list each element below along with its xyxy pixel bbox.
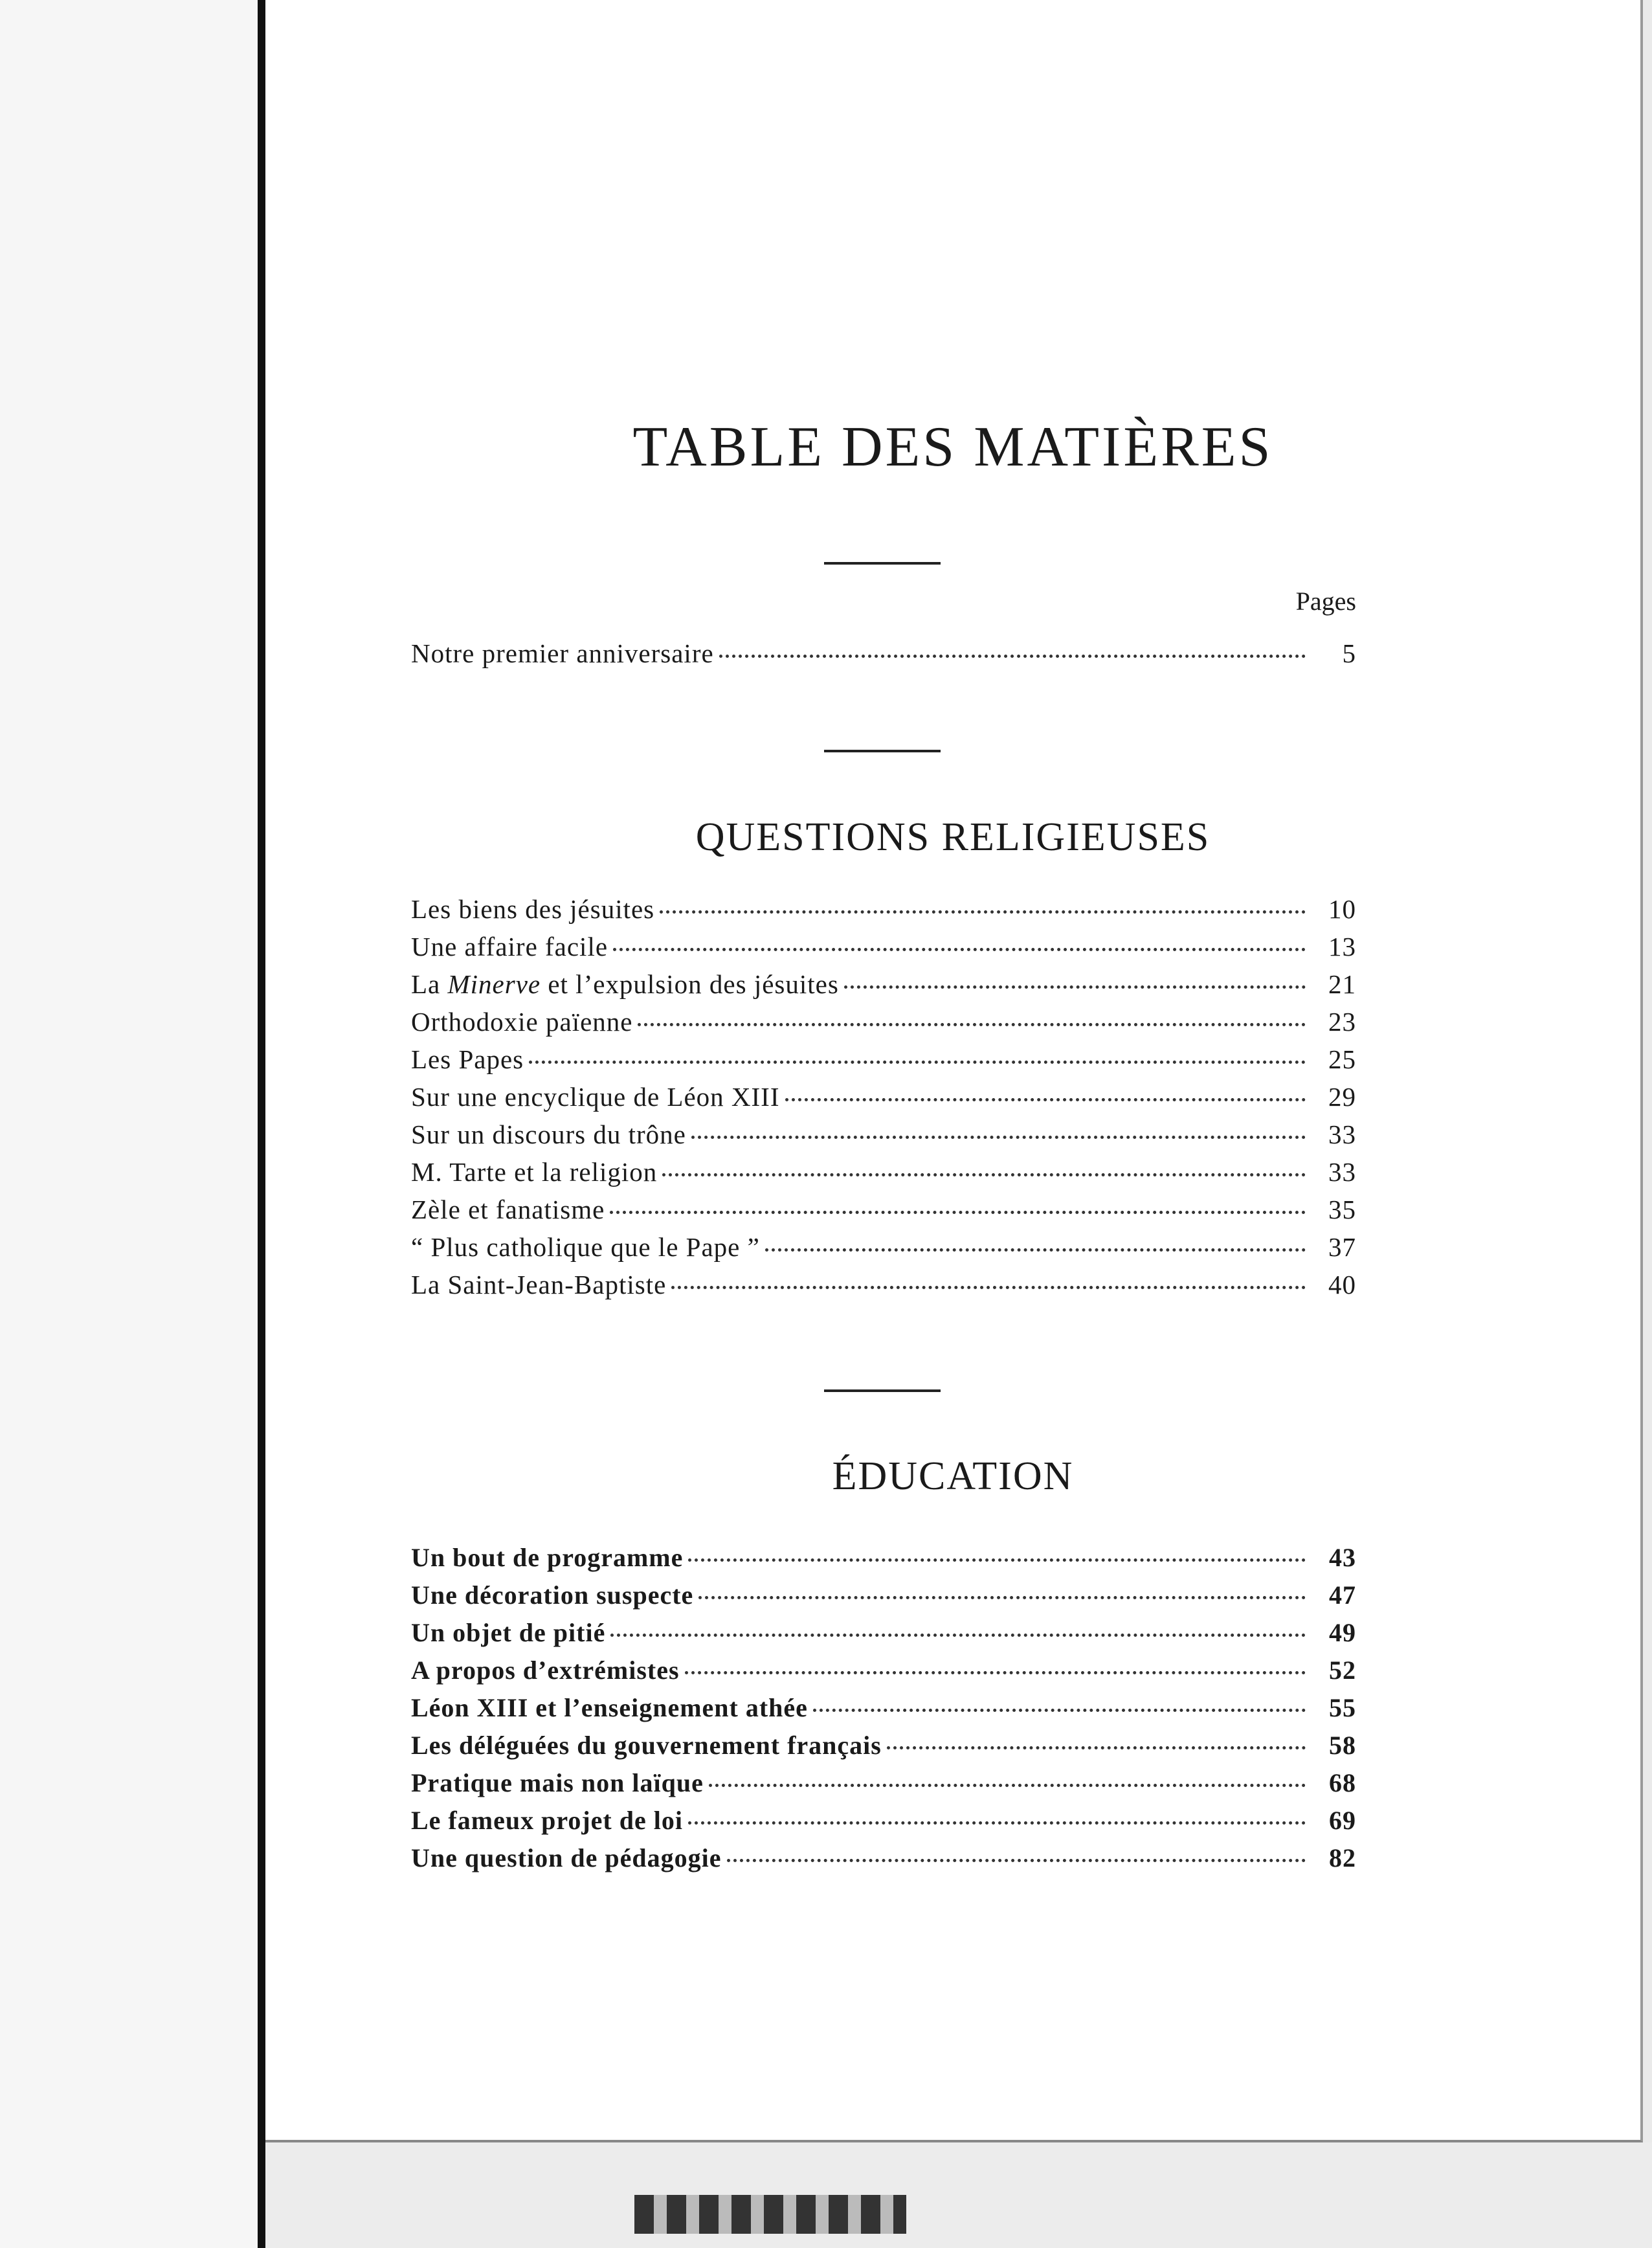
toc-entry-title: A propos d’extrémistes [411, 1656, 680, 1685]
toc-entry-title: Les Papes [411, 1044, 524, 1074]
toc-entry[interactable] [411, 1006, 1356, 1044]
page-title: TABLE DES MATIÈRES [632, 416, 1273, 478]
toc-entry[interactable] [411, 1617, 1356, 1655]
toc-section-education-list [411, 1542, 1356, 1880]
section-divider [824, 1389, 941, 1392]
section-heading-questions-religieuses: QUESTIONS RELIGIEUSES [695, 815, 1211, 859]
toc-entry-title: Sur une encyclique de Léon XIII [411, 1082, 780, 1112]
toc-entry[interactable] [411, 1156, 1356, 1194]
dot-leader [610, 1211, 1306, 1214]
toc-entry[interactable] [411, 1805, 1356, 1843]
toc-entry[interactable] [411, 969, 1356, 1006]
toc-entry-page: 69 [1329, 1806, 1356, 1835]
dot-leader [844, 985, 1306, 989]
toc-entry-page: 29 [1328, 1082, 1356, 1112]
toc-entry-title: Les biens des jésuites [411, 894, 655, 924]
toc-entry-page: 21 [1328, 969, 1356, 999]
toc-entry-page: 10 [1328, 894, 1356, 924]
toc-intro-list [411, 638, 1356, 675]
toc-entry-title: Une affaire facile [411, 932, 608, 961]
toc-entry-title: Une question de pédagogie [411, 1843, 722, 1872]
toc-entry[interactable] [411, 1269, 1356, 1307]
scan-left-margin [0, 0, 265, 2248]
toc-entry-page: 58 [1329, 1731, 1356, 1760]
toc-entry[interactable] [411, 1119, 1356, 1156]
dot-leader [688, 1558, 1306, 1562]
toc-entry-title-suffix: et l’expulsion des jésuites [541, 969, 839, 999]
dot-leader [887, 1746, 1306, 1749]
toc-entry-page: 49 [1329, 1618, 1356, 1647]
toc-entry-title: Un bout de programme [411, 1543, 684, 1572]
dot-leader [765, 1248, 1306, 1252]
toc-entry-page: 25 [1328, 1044, 1356, 1074]
toc-entry-title: Le fameux projet de loi [411, 1806, 683, 1835]
toc-entry[interactable] [411, 1768, 1356, 1805]
dot-leader [671, 1286, 1306, 1289]
dot-leader [688, 1821, 1306, 1825]
dot-leader [638, 1023, 1306, 1026]
toc-entry[interactable] [411, 1081, 1356, 1119]
toc-entry-page: 33 [1328, 1157, 1356, 1187]
toc-entry-page: 33 [1328, 1119, 1356, 1149]
toc-entry[interactable] [411, 638, 1356, 675]
toc-entry-page: 23 [1328, 1007, 1356, 1037]
toc-entry-page: 40 [1328, 1270, 1356, 1299]
toc-entry-page: 35 [1328, 1195, 1356, 1224]
toc-entry-title: Un objet de pitié [411, 1618, 606, 1647]
toc-entry[interactable] [411, 931, 1356, 969]
dot-leader [709, 1784, 1306, 1787]
toc-entry-page: 43 [1329, 1543, 1356, 1572]
dot-leader [813, 1709, 1306, 1712]
toc-entry[interactable] [411, 1730, 1356, 1768]
toc-entry[interactable] [411, 1580, 1356, 1617]
toc-entry-title [411, 969, 839, 1000]
toc-entry-title: Orthodoxie païenne [411, 1007, 633, 1037]
toc-entry-title-italic: Minerve [447, 969, 541, 999]
toc-entry-title: Léon XIII et l’enseignement athée [411, 1693, 808, 1722]
toc-entry-title: “ Plus catholique que le Pape ” [411, 1232, 760, 1262]
toc-entry[interactable] [411, 1692, 1356, 1730]
dot-leader [698, 1596, 1306, 1599]
dot-leader [727, 1859, 1306, 1862]
toc-entry[interactable] [411, 1843, 1356, 1880]
dot-leader [691, 1136, 1306, 1139]
dot-leader [610, 1634, 1306, 1637]
toc-entry-page: 5 [1342, 638, 1356, 668]
toc-entry[interactable] [411, 1542, 1356, 1580]
toc-entry-title-prefix: La [411, 969, 448, 999]
scan-bottom-artifact [634, 2195, 906, 2234]
toc-entry-title: Sur un discours du trône [411, 1119, 686, 1149]
toc-entry-page: 37 [1328, 1232, 1356, 1262]
toc-entry[interactable] [411, 894, 1356, 931]
section-divider [824, 750, 941, 752]
dot-leader [662, 1173, 1306, 1176]
toc-entry-page: 13 [1328, 932, 1356, 961]
toc-entry-title: Les déléguées du gouvernement français [411, 1731, 882, 1760]
dot-leader [685, 1671, 1306, 1674]
dot-leader [785, 1098, 1306, 1101]
toc-entry-page: 55 [1329, 1693, 1356, 1722]
toc-entry[interactable] [411, 1655, 1356, 1692]
toc-entry[interactable] [411, 1044, 1356, 1081]
pages-column-label: Pages [1295, 587, 1356, 616]
toc-entry-page: 68 [1329, 1768, 1356, 1797]
toc-entry-page: 52 [1329, 1656, 1356, 1685]
toc-entry[interactable] [411, 1231, 1356, 1269]
toc-entry-title: M. Tarte et la religion [411, 1157, 658, 1187]
toc-entry-title: Une décoration suspecte [411, 1580, 694, 1610]
scan-bottom-margin [265, 2142, 1652, 2248]
book-spine-edge [258, 0, 265, 2248]
toc-entry-page: 82 [1329, 1843, 1356, 1872]
section-divider [824, 562, 941, 565]
toc-section-religious-list [411, 894, 1356, 1307]
dot-leader [660, 910, 1306, 914]
dot-leader [529, 1061, 1306, 1064]
toc-entry[interactable] [411, 1194, 1356, 1231]
toc-entry-title: Notre premier anniversaire [411, 638, 714, 668]
toc-entry-title: Zèle et fanatisme [411, 1195, 605, 1224]
toc-entry-page: 47 [1329, 1580, 1356, 1610]
section-heading-education: ÉDUCATION [832, 1454, 1074, 1498]
dot-leader [719, 655, 1306, 658]
toc-entry-title: Pratique mais non laïque [411, 1768, 704, 1797]
toc-entry-title: La Saint-Jean-Baptiste [411, 1270, 667, 1299]
dot-leader [613, 948, 1306, 951]
